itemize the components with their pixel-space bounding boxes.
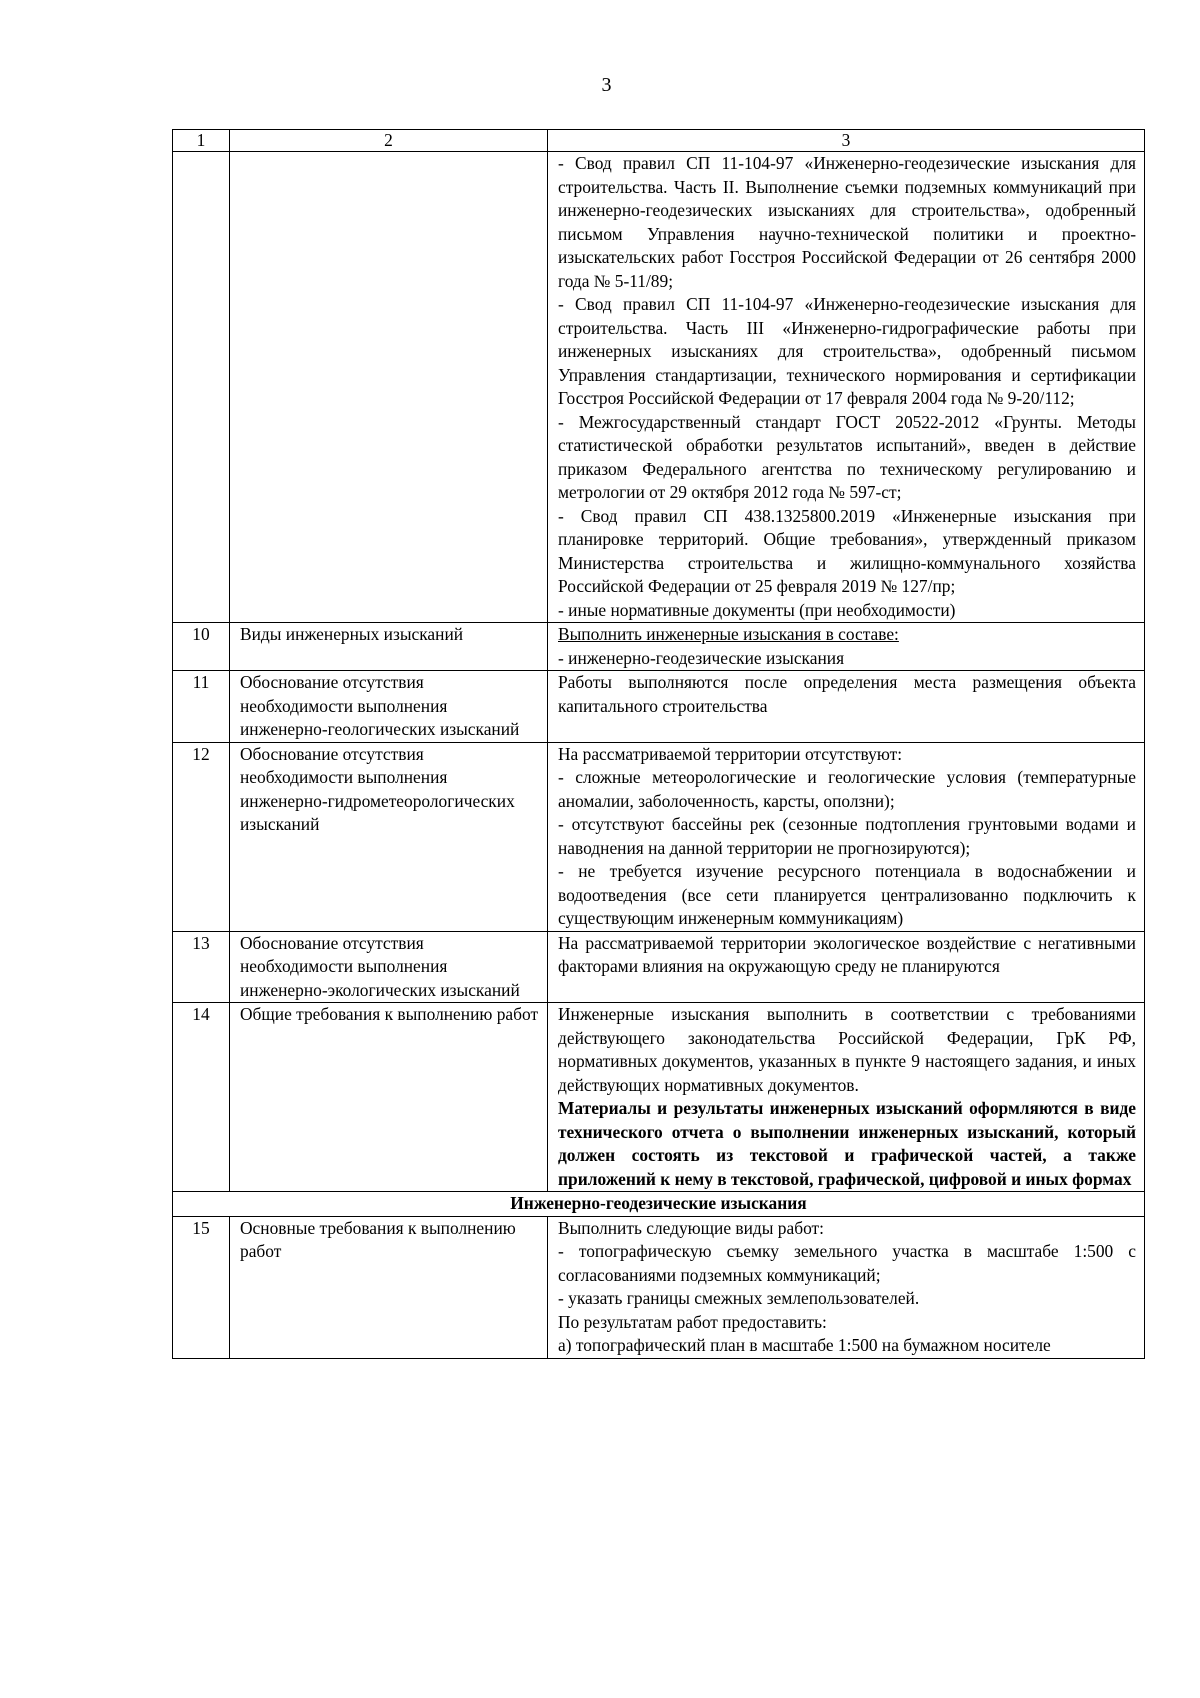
header-col-2: 2: [230, 130, 548, 152]
list-item: - иные нормативные документы (при необходимости): [558, 599, 956, 620]
row-content: - инженерно-геодезические изыскания: [558, 647, 845, 668]
header-col-1: 1: [173, 130, 230, 152]
table-row: [173, 671, 1145, 743]
list-item: - не требуется изучение ресурсного потенциала в водоснабжении и водоотведения (все сети планируется централизованно подключить к существующим инженерным коммуникациям): [558, 861, 1136, 928]
row-content: На рассматриваемой территории отсутствуют:: [558, 743, 903, 764]
page-number: 3: [601, 74, 612, 96]
row-title: Общие требования к выполнению работ: [230, 1003, 548, 1192]
requirements-table: [172, 129, 1145, 1359]
row-content: Инженерные изыскания выполнить в соответствии с требованиями действующего законодательства Российской Федерации, ГрК РФ, нормативных документов, указанных в пункте 9 настоящего задания, и иных действующих нормативных документов.: [558, 1004, 1136, 1095]
list-item: - Межгосударственный стандарт ГОСТ 20522-2012 «Грунты. Методы статистической обработки результатов испытаний», введен в действие приказом Федерального агентства по техническому регулированию и метрологии от 29 октября 2012 года № 597-ст;: [558, 411, 1136, 502]
list-item: - указать границы смежных землепользователей.: [558, 1288, 920, 1308]
row-title: Виды инженерных изысканий: [230, 623, 548, 671]
row-title: Обоснование отсутствия необходимости выполнения инженерно-экологических изысканий: [230, 931, 548, 1003]
row-content: На рассматриваемой территории экологическое воздействие с негативными факторами влияния на окружающую среду не планируются: [558, 932, 1136, 976]
row-number: 13: [173, 931, 230, 1003]
section-title: Инженерно-геодезические изыскания: [173, 1192, 1145, 1217]
row-number: 14: [173, 1003, 230, 1192]
row-number: 15: [173, 1216, 230, 1358]
row-content-bold: Материалы и результаты инженерных изысканий оформляются в виде технического отчета о выполнении инженерных изысканий, который должен состоять из текстовой и графической частей, а также приложений к нему в текстовой, графической, цифровой и иных формах: [558, 1098, 1136, 1189]
row-content: Работы выполняются после определения места размещения объекта капитального строительства: [558, 672, 1136, 716]
table-row: [173, 623, 1145, 671]
row-title: Обоснование отсутствия необходимости выполнения инженерно-геологических изысканий: [230, 671, 548, 743]
row-content-heading: Выполнить инженерные изыскания в составе:: [558, 624, 899, 644]
list-item: - сложные метеорологические и геологические условия (температурные аномалии, заболоченность, карсты, оползни);: [558, 767, 1136, 811]
row-number: 11: [173, 671, 230, 743]
row-number: 10: [173, 623, 230, 671]
section-row: [173, 1192, 1145, 1217]
table-row: [173, 742, 1145, 931]
table-row: [173, 1216, 1145, 1358]
list-item: - Свод правил СП 11-104-97 «Инженерно-геодезические изыскания для строительства. Часть II. Выполнение съемки подземных коммуникаций при инженерно-геодезических изысканиях для строительства», одобренный письмом Управления научно-технической политики и проектно-изыскательских работ Госстроя Российской Федерации от 26 сентября 2000 года № 5-11/89;: [558, 153, 1136, 291]
row9-continuation-cell: [548, 152, 1145, 623]
list-item: а) топографический план в масштабе 1:500 на бумажном носителе: [558, 1335, 1051, 1355]
header-col-3: 3: [548, 130, 1145, 152]
table-row: [173, 931, 1145, 1003]
row-content: Выполнить следующие виды работ:: [558, 1217, 824, 1238]
list-item: - топографическую съемку земельного участка в масштабе 1:500 с согласованиями подземных коммуникаций;: [558, 1241, 1136, 1285]
list-item: - Свод правил СП 438.1325800.2019 «Инженерные изыскания при планировке территорий. Общие требования», утвержденный приказом Министерства строительства и жилищно-коммунального хозяйства Российской Федерации от 25 февраля 2019 № 127/пр;: [558, 505, 1136, 596]
row-number: 12: [173, 742, 230, 931]
list-item: - отсутствуют бассейны рек (сезонные подтопления грунтовыми водами и наводнения на данной территории не прогнозируются);: [558, 814, 1136, 858]
row-title: Обоснование отсутствия необходимости выполнения инженерно-гидрометеорологических изысканий: [230, 742, 548, 931]
row-content: По результатам работ предоставить:: [558, 1311, 827, 1332]
table-row: [173, 1003, 1145, 1192]
row-title: Основные требования к выполнению работ: [230, 1216, 548, 1358]
table-row: [173, 152, 1145, 623]
list-item: - Свод правил СП 11-104-97 «Инженерно-геодезические изыскания для строительства. Часть III «Инженерно-гидрографические работы при инженерных изысканиях для строительства», одобренный письмом Управления стандартизации, технического нормирования и сертификации Госстроя Российской Федерации от 17 февраля 2004 года № 9-20/112;: [558, 294, 1136, 408]
table-header-row: [173, 130, 1145, 152]
